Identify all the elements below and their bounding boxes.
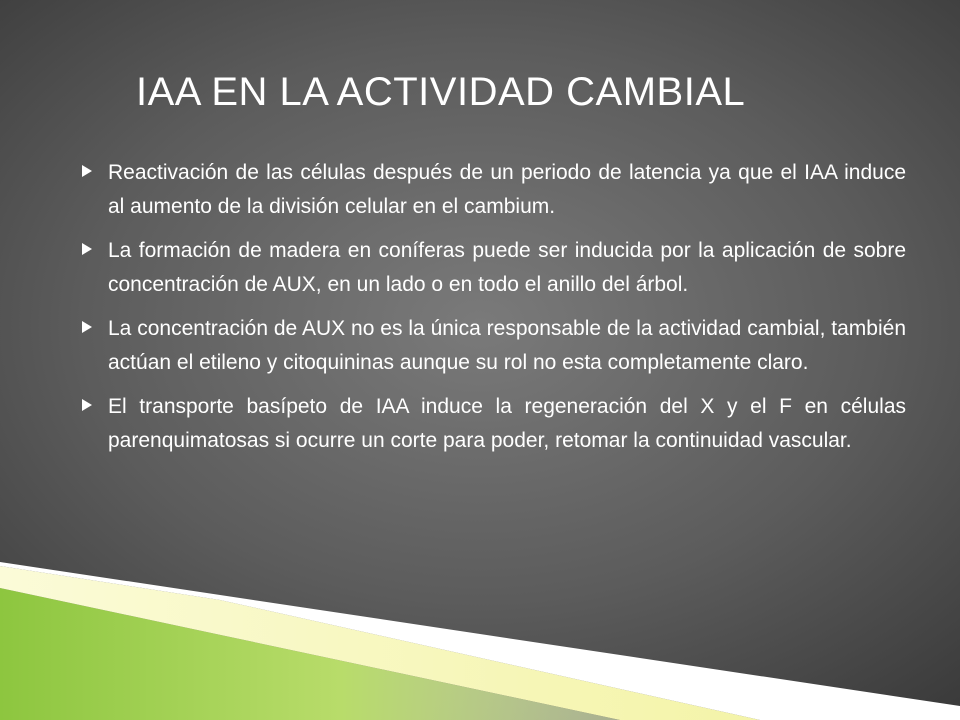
bullet-item [82, 156, 906, 224]
triangle-right-icon [82, 321, 92, 333]
yellow-ribbon [0, 566, 760, 720]
bullet-item [82, 312, 906, 380]
bullet-item [82, 390, 906, 458]
bullet-list [82, 156, 906, 468]
slide-title: IAA EN LA ACTIVIDAD CAMBIAL [136, 70, 746, 114]
triangle-right-icon [82, 243, 92, 255]
white-ribbon [0, 562, 960, 720]
bullet-text: La concentración de AUX no es la única responsable de la actividad cambial, también actúan el etileno y citoquininas aunque su rol no esta completamente claro. [108, 317, 906, 374]
triangle-right-icon [82, 165, 92, 177]
bullet-text: La formación de madera en coníferas puede ser inducida por la aplicación de sobre concentración de AUX, en un lado o en todo el anillo del árbol. [108, 239, 906, 296]
bullet-text: El transporte basípeto de IAA induce la regeneración del X y el F en células parenquimatosas si ocurre un corte para poder, retomar la continuidad vascular. [108, 395, 906, 452]
green-ribbon [0, 588, 620, 720]
triangle-right-icon [82, 399, 92, 411]
bullet-item [82, 234, 906, 302]
bullet-text: Reactivación de las células después de un periodo de latencia ya que el IAA induce al aumento de la división celular en el cambium. [108, 161, 906, 218]
